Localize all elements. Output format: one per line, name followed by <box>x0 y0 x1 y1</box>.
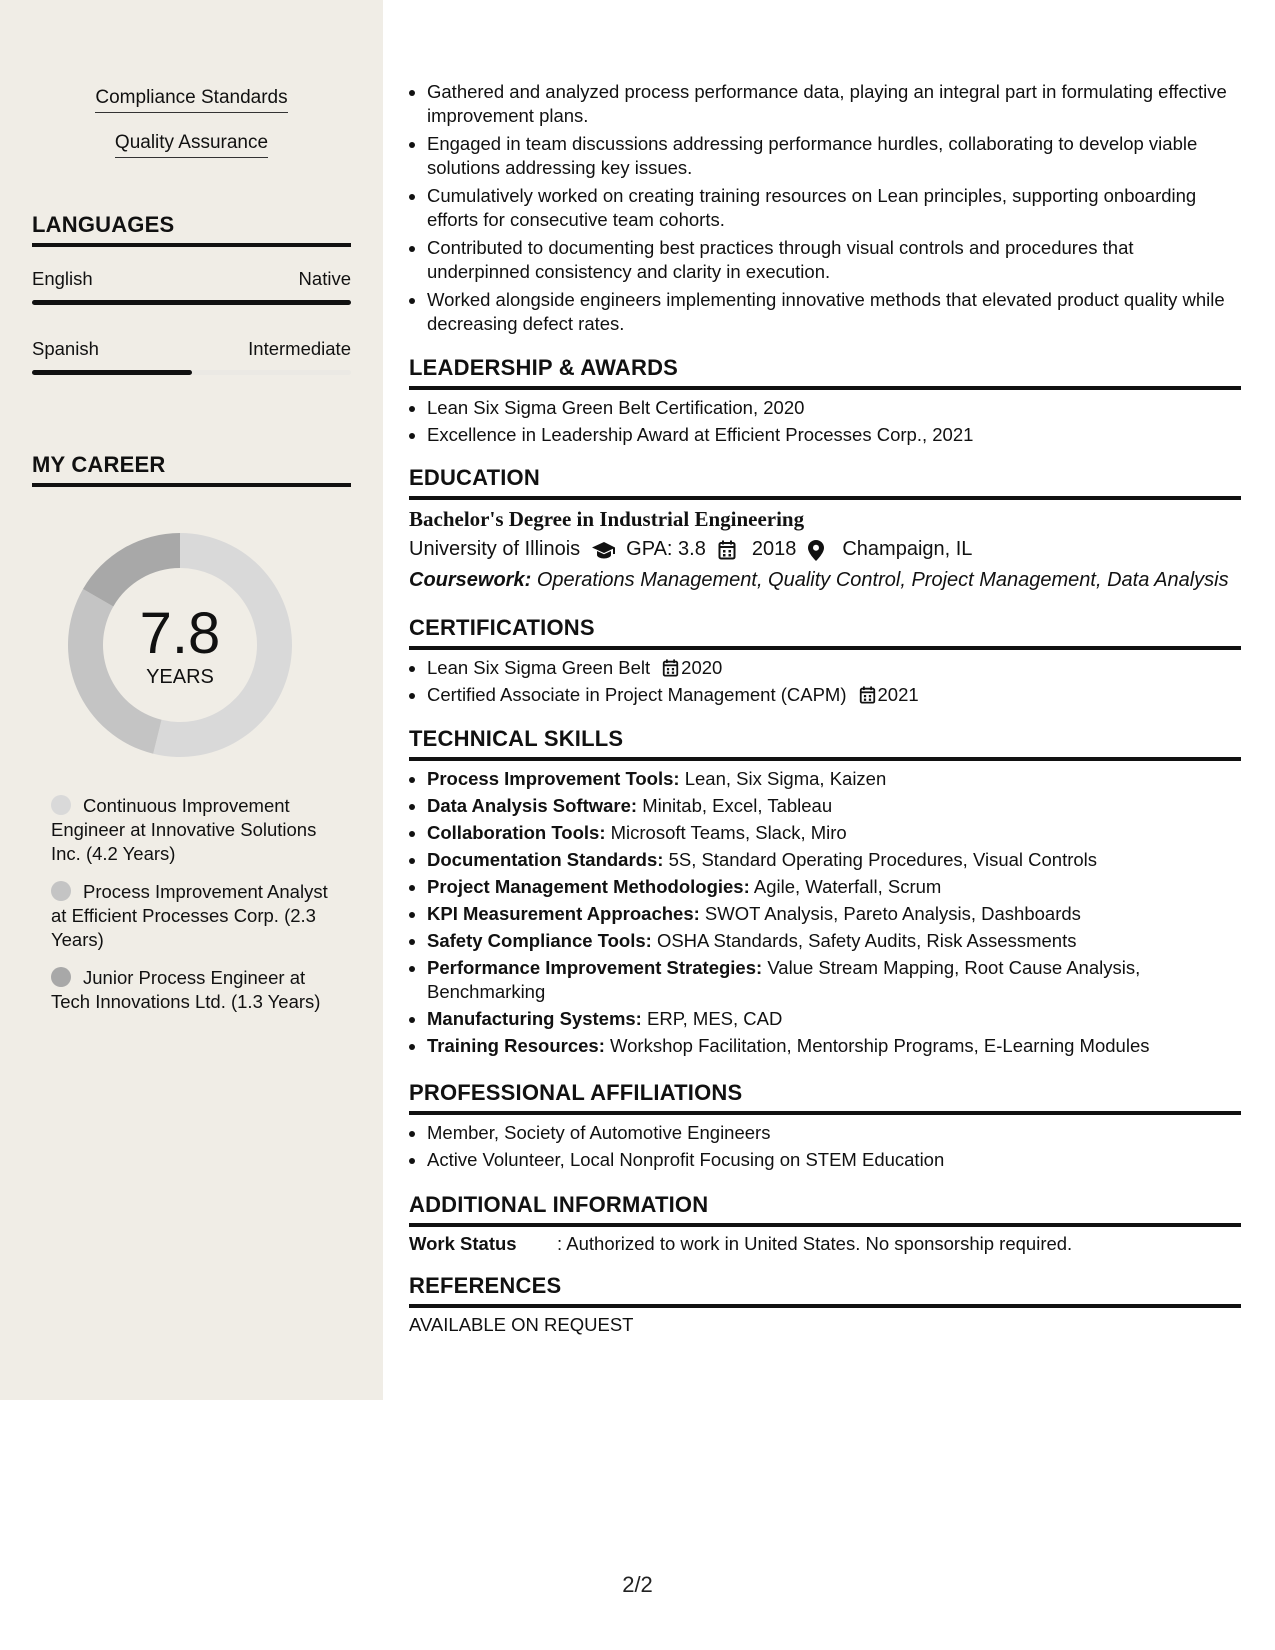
career-item <box>51 966 336 1014</box>
language-proficiency-bar <box>32 370 351 375</box>
list-item: Process Improvement Tools: Lean, Six Sigma, Kaizen <box>409 767 1241 791</box>
calendar-icon <box>859 686 876 704</box>
certifications-list <box>409 656 1241 707</box>
total-years-value: 7.8 <box>139 601 221 666</box>
list-item: Engaged in team discussions addressing performance hurdles, collaborating to develop viable solutions addressing key issues. <box>409 132 1241 180</box>
page-number: 2/2 <box>622 1572 653 1597</box>
list-item: Active Volunteer, Local Nonprofit Focusing on STEM Education <box>409 1148 1241 1172</box>
work-status-value: : Authorized to work in United States. No sponsorship required. <box>557 1233 1073 1254</box>
work-status <box>409 1233 1072 1255</box>
list-item: Safety Compliance Tools: OSHA Standards, Safety Audits, Risk Assessments <box>409 929 1241 953</box>
donut-center <box>65 530 295 760</box>
certification-year: 2021 <box>877 684 919 705</box>
calendar-icon <box>718 540 740 560</box>
total-years-unit: YEARS <box>146 666 214 688</box>
school-location: Champaign, IL <box>842 538 973 560</box>
language-name: English <box>32 268 93 289</box>
skill-item: Compliance Standards <box>0 87 383 113</box>
additional-info-heading: ADDITIONAL INFORMATION <box>409 1192 1241 1227</box>
list-item <box>409 656 1241 680</box>
leadership-list <box>409 396 1241 447</box>
list-item: Data Analysis Software: Minitab, Excel, Tableau <box>409 794 1241 818</box>
education-heading: EDUCATION <box>409 465 1241 500</box>
list-item: Gathered and analyzed process performance data, playing an integral part in formulating effective improvement plans. <box>409 80 1241 128</box>
calendar-icon <box>662 659 679 677</box>
coursework-label: Coursework: <box>409 569 532 591</box>
list-item: Member, Society of Automotive Engineers <box>409 1121 1241 1145</box>
technical-skills-list <box>409 767 1241 1058</box>
references-text: AVAILABLE ON REQUEST <box>409 1314 634 1335</box>
career-item-text: Continuous Improvement Engineer at Innovative Solutions Inc. (4.2 Years) <box>51 795 317 864</box>
career-legend-dot <box>51 881 71 901</box>
skill-item: Quality Assurance <box>0 132 383 158</box>
language-name: Spanish <box>32 338 99 359</box>
language-level: Native <box>298 268 351 289</box>
career-legend-dot <box>51 795 71 815</box>
work-status-label: Work Status <box>409 1233 517 1254</box>
list-item: Cumulatively worked on creating training resources on Lean principles, supporting onboarding efforts for consecutive team cohorts. <box>409 184 1241 232</box>
language-row <box>32 268 351 290</box>
degree-title: Bachelor's Degree in Industrial Engineering <box>409 507 805 531</box>
career-item <box>51 880 336 952</box>
career-item-text: Junior Process Engineer at Tech Innovations Ltd. (1.3 Years) <box>51 967 321 1012</box>
list-item: Contributed to documenting best practices through visual controls and procedures that underpinned consistency and clarity in execution. <box>409 236 1241 284</box>
certification-year: 2020 <box>681 657 723 678</box>
certifications-heading: CERTIFICATIONS <box>409 615 1241 650</box>
list-item: Documentation Standards: 5S, Standard Operating Procedures, Visual Controls <box>409 848 1241 872</box>
list-item <box>409 683 1241 707</box>
list-item: Performance Improvement Strategies: Value Stream Mapping, Root Cause Analysis, Benchmarking <box>409 956 1241 1004</box>
education-details <box>409 538 972 561</box>
language-level: Intermediate <box>248 338 351 359</box>
school-name: University of Illinois <box>409 538 581 560</box>
career-donut-chart <box>65 530 295 760</box>
language-proficiency-fill <box>32 300 351 305</box>
list-item: Training Resources: Workshop Facilitation, Mentorship Programs, E-Learning Modules <box>409 1034 1241 1058</box>
experience-bullets <box>409 80 1241 336</box>
sidebar <box>0 0 383 1400</box>
certification-name: Lean Six Sigma Green Belt <box>427 657 651 678</box>
graduation-year: 2018 <box>751 538 797 560</box>
career-item <box>51 794 336 866</box>
map-pin-icon <box>808 540 830 560</box>
gpa: GPA: 3.8 <box>626 538 706 560</box>
career-legend-dot <box>51 967 71 987</box>
list-item: Worked alongside engineers implementing innovative methods that elevated product quality while decreasing defect rates. <box>409 288 1241 336</box>
career-heading: MY CAREER <box>32 452 351 487</box>
languages-heading: LANGUAGES <box>32 212 351 247</box>
graduation-cap-icon <box>592 540 614 560</box>
list-item: Collaboration Tools: Microsoft Teams, Slack, Miro <box>409 821 1241 845</box>
technical-skills-heading: TECHNICAL SKILLS <box>409 726 1241 761</box>
affiliations-list <box>409 1121 1241 1172</box>
language-proficiency-fill <box>32 370 192 375</box>
list-item: Excellence in Leadership Award at Efficient Processes Corp., 2021 <box>409 423 1241 447</box>
certification-name: Certified Associate in Project Management (CAPM) <box>427 684 847 705</box>
coursework-text: Operations Management, Quality Control, Project Management, Data Analysis <box>536 569 1229 591</box>
list-item: KPI Measurement Approaches: SWOT Analysis, Pareto Analysis, Dashboards <box>409 902 1241 926</box>
list-item: Project Management Methodologies: Agile, Waterfall, Scrum <box>409 875 1241 899</box>
language-row <box>32 338 351 360</box>
list-item: Manufacturing Systems: ERP, MES, CAD <box>409 1007 1241 1031</box>
affiliations-heading: PROFESSIONAL AFFILIATIONS <box>409 1080 1241 1115</box>
coursework <box>409 569 1229 592</box>
list-item: Lean Six Sigma Green Belt Certification, 2020 <box>409 396 1241 420</box>
leadership-heading: LEADERSHIP & AWARDS <box>409 355 1241 390</box>
career-item-text: Process Improvement Analyst at Efficient Processes Corp. (2.3 Years) <box>51 881 328 950</box>
references-heading: REFERENCES <box>409 1273 1241 1308</box>
language-proficiency-bar <box>32 300 351 305</box>
